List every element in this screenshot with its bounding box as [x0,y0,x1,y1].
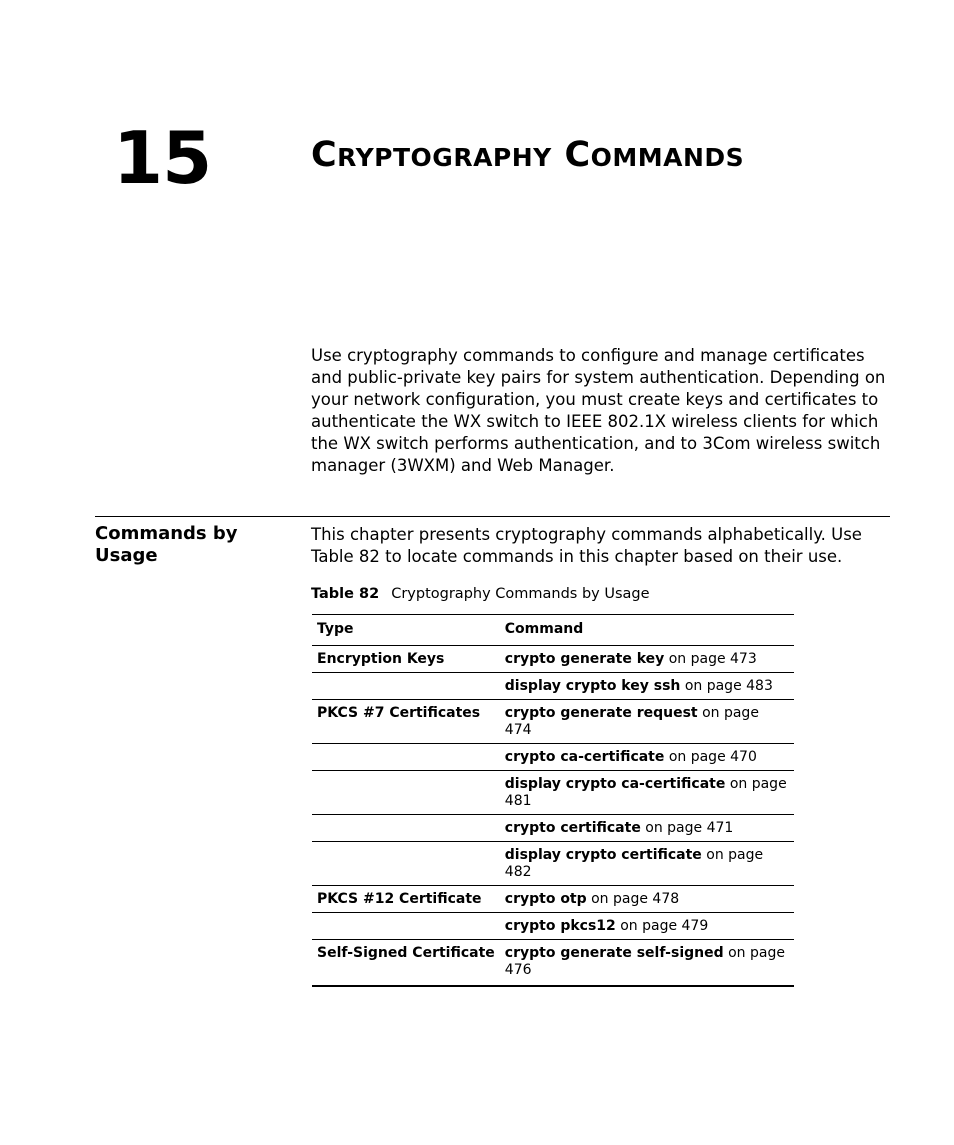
command-link[interactable]: crypto generate self-signed [504,945,724,961]
command-link[interactable]: display crypto key ssh [504,678,681,694]
chapter-title: Cryptography Commands [311,135,745,175]
page-reference: on page 476 [504,945,785,978]
section-heading: Commands by Usage [95,523,238,566]
row-command-cell [500,886,794,913]
table-caption-label: Table 82 [311,586,380,602]
row-type [312,842,500,886]
row-command-cell [500,815,794,842]
table-row [312,886,794,913]
table-row [312,913,794,940]
row-command-cell [500,646,794,673]
row-type [312,771,500,815]
row-command-cell [500,940,794,987]
page-reference: on page 474 [504,705,759,738]
header-type: Type [312,615,500,646]
command-link[interactable]: crypto ca-certificate [504,749,665,765]
table-header-row [312,615,794,646]
section-paragraph: This chapter presents cryptography commands alphabetically. Use Table 82 to locate commands in this chapter based on their use. [311,525,862,566]
page-reference: on page 482 [504,847,764,880]
intro-paragraph: Use cryptography commands to configure and manage certificates and public-private key pairs for system authentication. Depending on your network configuration, you must create keys and certificates to authenticate the WX switch to IEEE 802.1X wireless clients for which the WX switch performs authentication, and to 3Com wireless switch manager (3WXM) and Web Manager. [311,346,886,475]
page-reference: on page 481 [504,776,787,809]
row-command-cell [500,744,794,771]
row-type [312,815,500,842]
row-type [312,913,500,940]
command-link[interactable]: crypto generate request [504,705,698,721]
command-link[interactable]: crypto otp [504,891,587,907]
commands-table [312,614,794,987]
table-row [312,842,794,886]
page-reference: on page 483 [684,678,773,694]
table-caption-text: Cryptography Commands by Usage [391,586,650,602]
row-command-cell [500,673,794,700]
table-row [312,700,794,744]
row-type: Self-Signed Certificate [317,945,495,961]
table-row [312,815,794,842]
row-type [312,744,500,771]
row-command-cell [500,771,794,815]
row-type [312,673,500,700]
table-row [312,744,794,771]
command-link[interactable]: display crypto certificate [504,847,702,863]
table-caption [311,585,650,603]
page-reference: on page 479 [620,918,709,934]
row-type: Encryption Keys [312,646,500,673]
page-reference: on page 478 [591,891,680,907]
command-link[interactable]: crypto pkcs12 [504,918,616,934]
table-row [312,646,794,673]
row-type: PKCS #7 Certificates [312,700,500,744]
page-reference: on page 471 [645,820,734,836]
command-link[interactable]: display crypto ca-certificate [504,776,726,792]
row-command-cell [500,913,794,940]
table-row [312,673,794,700]
row-command-cell [500,842,794,886]
table-row [312,940,794,987]
row-type: PKCS #12 Certificate [312,886,500,913]
command-link[interactable]: crypto generate key [504,651,665,667]
page-reference: on page 473 [668,651,757,667]
table-row [312,771,794,815]
command-link[interactable]: crypto certificate [504,820,641,836]
row-command-cell [500,700,794,744]
section-divider [95,516,890,517]
page-reference: on page 470 [668,749,757,765]
chapter-number: 15 [113,116,212,200]
header-command: Command [500,615,794,646]
